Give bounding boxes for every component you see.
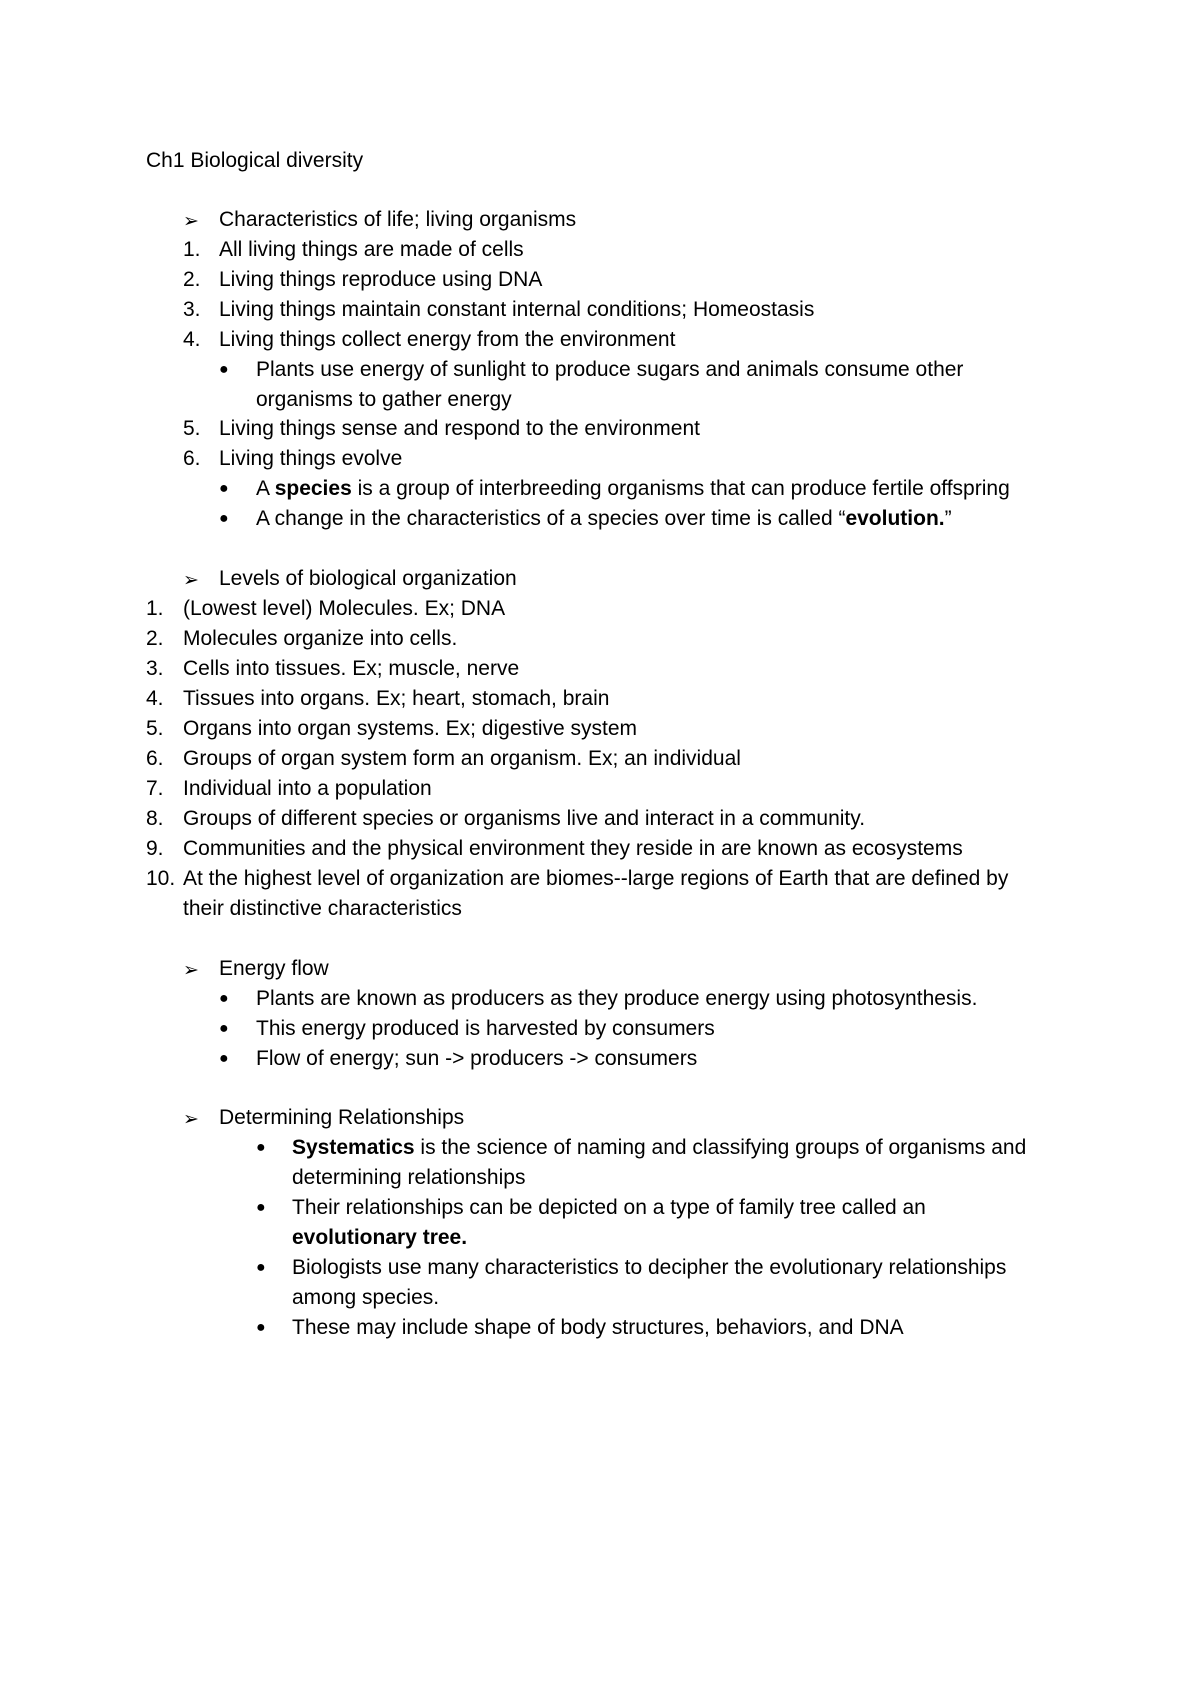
bullet-icon: ● <box>256 1139 266 1156</box>
section-heading-levels: Levels of biological organization <box>219 567 517 590</box>
page-title: Ch1 Biological diversity <box>146 149 364 172</box>
list-number: 6. <box>146 747 164 770</box>
list-item: Communities and the physical environment they reside in are known as ecosystems <box>183 837 963 860</box>
list-item: Flow of energy; sun -> producers -> consumers <box>256 1047 698 1070</box>
list-number: 9. <box>146 837 164 860</box>
list-item: Cells into tissues. Ex; muscle, nerve <box>183 657 520 680</box>
list-item: Groups of organ system form an organism. Ex; an individual <box>183 747 741 770</box>
list-number: 4. <box>183 328 201 351</box>
sub-list-item-species <box>256 474 1010 504</box>
list-item: Living things maintain constant internal conditions; Homeostasis <box>219 298 815 321</box>
list-item: Plants are known as producers as they produce energy using photosynthesis. <box>256 987 978 1010</box>
list-number: 5. <box>146 717 164 740</box>
bullet-icon: ● <box>219 510 229 527</box>
list-item: Living things sense and respond to the environment <box>219 417 700 440</box>
bullet-icon: ● <box>256 1319 266 1336</box>
arrow-bullet-icon: ➢ <box>183 570 199 591</box>
arrow-bullet-icon: ➢ <box>183 960 199 981</box>
list-item-continued: among species. <box>292 1286 440 1309</box>
list-item: Tissues into organs. Ex; heart, stomach, brain <box>183 687 610 710</box>
term-species: species <box>274 477 352 500</box>
text-segment: A change in the characteristics of a species over time is called “ <box>256 507 846 530</box>
list-item: Biologists use many characteristics to decipher the evolutionary relationships <box>292 1256 1007 1279</box>
bullet-icon: ● <box>219 990 229 1007</box>
list-number: 6. <box>183 447 201 470</box>
bullet-icon: ● <box>219 1050 229 1067</box>
bullet-icon: ● <box>256 1259 266 1276</box>
sub-list-item-continued: organisms to gather energy <box>256 388 512 411</box>
list-item-systematics <box>292 1133 1026 1163</box>
section-heading-energy-flow: Energy flow <box>219 957 329 980</box>
list-number: 4. <box>146 687 164 710</box>
list-number: 10. <box>146 867 176 890</box>
list-item: Individual into a population <box>183 777 432 800</box>
section-heading-relationships: Determining Relationships <box>219 1106 465 1129</box>
bullet-icon: ● <box>219 361 229 378</box>
text-segment: is a group of interbreeding organisms that can produce fertile offspring <box>351 477 1010 500</box>
list-item-continued: determining relationships <box>292 1166 526 1189</box>
list-item: These may include shape of body structures, behaviors, and DNA <box>292 1316 904 1339</box>
list-item: This energy produced is harvested by consumers <box>256 1017 715 1040</box>
list-item-continued <box>292 1223 467 1253</box>
bullet-icon: ● <box>256 1199 266 1216</box>
term-evolution: evolution. <box>845 507 945 530</box>
text-segment: A <box>256 477 275 500</box>
sub-list-item: Plants use energy of sunlight to produce sugars and animals consume other <box>256 358 964 381</box>
list-item: Groups of different species or organisms live and interact in a community. <box>183 807 866 830</box>
list-item: Their relationships can be depicted on a type of family tree called an <box>292 1196 926 1219</box>
list-number: 1. <box>183 238 201 261</box>
list-number: 3. <box>146 657 164 680</box>
arrow-bullet-icon: ➢ <box>183 211 199 232</box>
list-item: Living things evolve <box>219 447 403 470</box>
section-heading-characteristics: Characteristics of life; living organisms <box>219 208 577 231</box>
term-systematics: Systematics <box>292 1136 415 1159</box>
list-number: 8. <box>146 807 164 830</box>
text-segment: is the science of naming and classifying groups of organisms and <box>414 1136 1027 1159</box>
bullet-icon: ● <box>219 1020 229 1037</box>
text-segment: ” <box>944 507 952 530</box>
term-evolutionary-tree: evolutionary tree. <box>292 1226 468 1249</box>
list-item: All living things are made of cells <box>219 238 524 261</box>
list-item-continued: their distinctive characteristics <box>183 897 462 920</box>
list-item: Organs into organ systems. Ex; digestive system <box>183 717 638 740</box>
list-item: Molecules organize into cells. <box>183 627 458 650</box>
list-number: 3. <box>183 298 201 321</box>
list-number: 2. <box>146 627 164 650</box>
list-number: 1. <box>146 597 164 620</box>
list-number: 2. <box>183 268 201 291</box>
bullet-icon: ● <box>219 480 229 497</box>
list-number: 7. <box>146 777 164 800</box>
arrow-bullet-icon: ➢ <box>183 1109 199 1130</box>
list-number: 5. <box>183 417 201 440</box>
sub-list-item-evolution <box>256 504 952 534</box>
list-item: Living things reproduce using DNA <box>219 268 543 291</box>
list-item: Living things collect energy from the environment <box>219 328 676 351</box>
list-item: (Lowest level) Molecules. Ex; DNA <box>183 597 506 620</box>
list-item: At the highest level of organization are biomes--large regions of Earth that are defined by <box>183 867 1009 890</box>
